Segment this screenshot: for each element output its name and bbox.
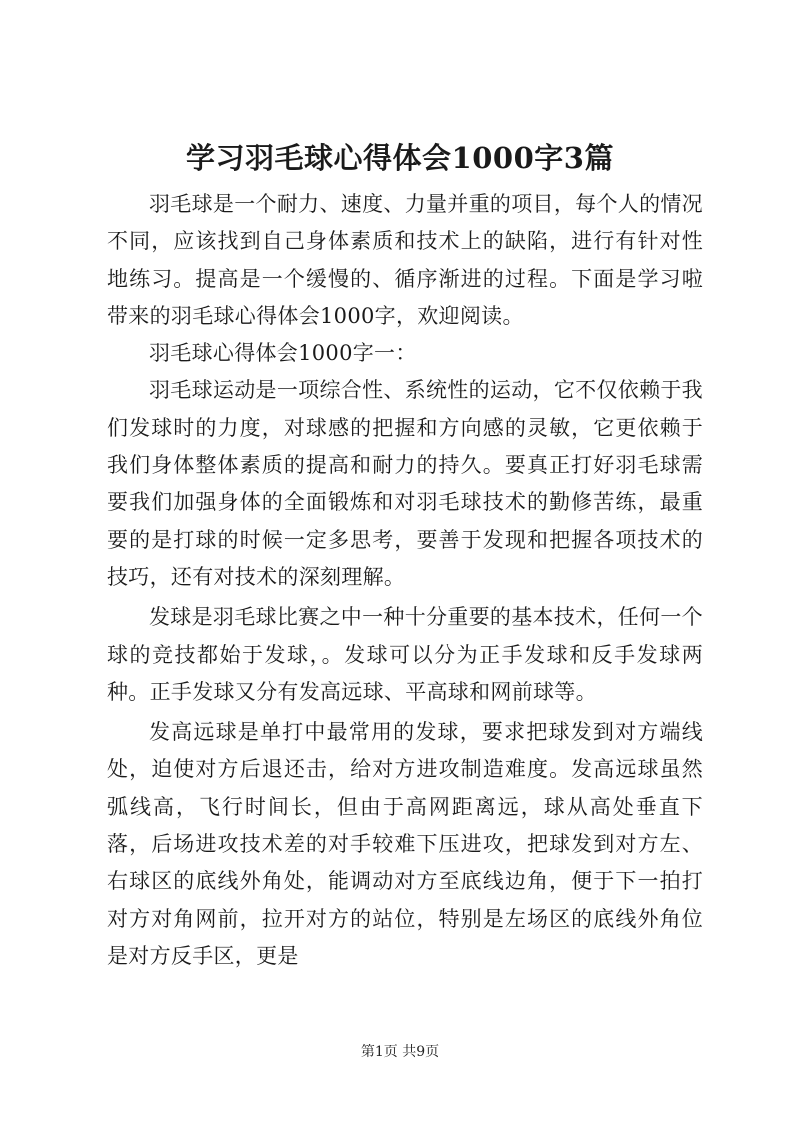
paragraph-overview: 羽毛球运动是一项综合性、系统性的运动，它不仅依赖于我们发球时的力度，对球感的把握和方向感的灵敏，它更依赖于我们身体整体素质的提高和耐力的持久。要真正打好羽毛球需要我们加强身体的全面锻炼和对羽毛球技术的勤修苦练，最重要的是打球的时候一定多思考，要善于发现和把握各项技术的技巧，还有对技术的深刻理解。 xyxy=(107,378,703,589)
document-title: 学习羽毛球心得体会1000字3篇 xyxy=(186,141,614,175)
paragraph-intro: 羽毛球是一个耐力、速度、力量并重的项目，每个人的情况不同，应该找到自己身体素质和技术上的缺陷，进行有针对性地练习。提高是一个缓慢的、循序渐进的过程。下面是学习啦带来的羽毛球心得体会1000字，欢迎阅读。 xyxy=(107,192,703,328)
paragraph-serve: 发球是羽毛球比赛之中一种十分重要的基本技术，任何一个球的竞技都始于发球，。发球可以分为正手发球和反手发球两种。正手发球又分有发高远球、平高球和网前球等。 xyxy=(107,605,703,704)
paragraph-section-heading: 羽毛球心得体会1000字一： xyxy=(149,341,417,366)
document-body xyxy=(107,186,703,975)
page-footer: 第1页 共9页 xyxy=(360,1044,440,1060)
paragraph-high-serve: 发高远球是单打中最常用的发球，要求把球发到对方端线处，迫使对方后退还击，给对方进攻制造难度。发高远球虽然弧线高，飞行时间长，但由于高网距离远，球从高处垂直下落，后场进攻技术差的对手较难下压进攻，把球发到对方左、右球区的底线外角处，能调动对方至底线边角，便于下一拍打对方对角网前，拉开对方的站位，特别是左场区的底线外角位是对方反手区，更是 xyxy=(107,720,703,968)
